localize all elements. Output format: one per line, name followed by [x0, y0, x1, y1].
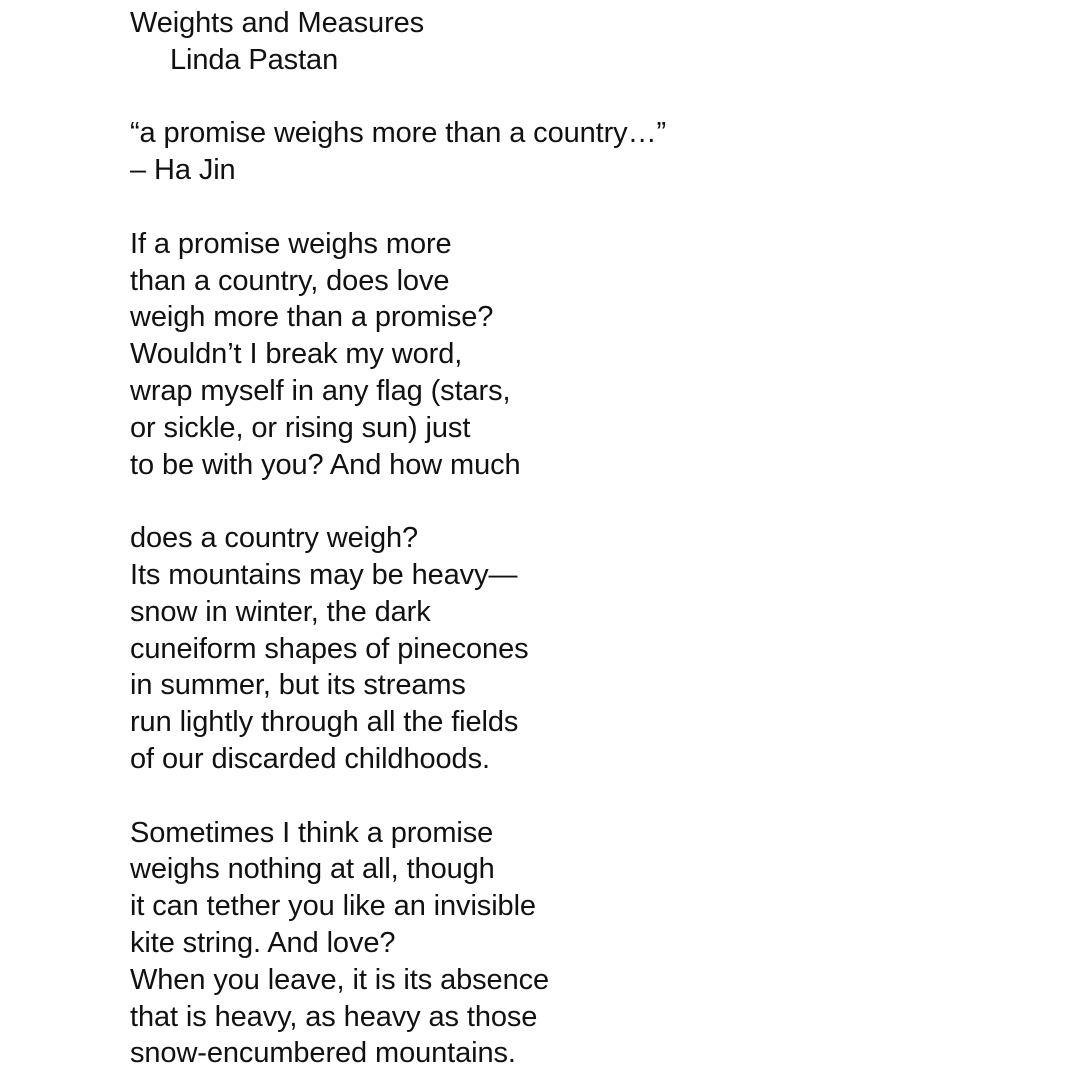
poem-line: snow-encumbered mountains.: [130, 1037, 516, 1070]
poem-line: snow in winter, the dark: [130, 595, 431, 628]
poem-line: in summer, but its streams: [130, 669, 466, 702]
poem-line: that is heavy, as heavy as those: [130, 1000, 538, 1033]
stanza-1: [130, 226, 1030, 484]
poem-line: wrap myself in any flag (stars,: [130, 374, 511, 407]
poem-line: it can tether you like an invisible: [130, 890, 536, 923]
poem-line: than a country, does love: [130, 264, 450, 297]
poem-line: kite string. And love?: [130, 926, 396, 959]
poem-line: run lightly through all the fields: [130, 706, 519, 739]
poem-line: weighs nothing at all, though: [130, 853, 495, 886]
blank-line: [130, 79, 1030, 116]
poem-line: Its mountains may be heavy—: [130, 558, 518, 591]
poem-title: Weights and Measures: [130, 7, 425, 39]
stanza-2: [130, 520, 1030, 778]
blank-line: [130, 778, 1030, 815]
poem-line: If a promise weighs more: [130, 227, 452, 260]
blank-line: [130, 483, 1030, 520]
poem-line: weigh more than a promise?: [130, 301, 494, 334]
poem-line: or sickle, or rising sun) just: [130, 411, 471, 444]
poem-document: [130, 5, 1030, 1072]
epigraph-quote: “a promise weighs more than a country…”: [130, 117, 667, 150]
blank-line: [130, 189, 1030, 226]
poem-line: Wouldn’t I break my word,: [130, 338, 463, 371]
stanza-3: [130, 815, 1030, 1073]
poem-line: cuneiform shapes of pinecones: [130, 632, 529, 665]
epigraph-attribution: – Ha Jin: [130, 154, 236, 187]
poem-line: When you leave, it is its absence: [130, 963, 550, 996]
poem-line: to be with you? And how much: [130, 448, 521, 481]
poem-line: of our discarded childhoods.: [130, 742, 490, 775]
poem-line: Sometimes I think a promise: [130, 816, 494, 849]
poem-author: Linda Pastan: [170, 43, 339, 76]
poem-line: does a country weigh?: [130, 522, 419, 555]
